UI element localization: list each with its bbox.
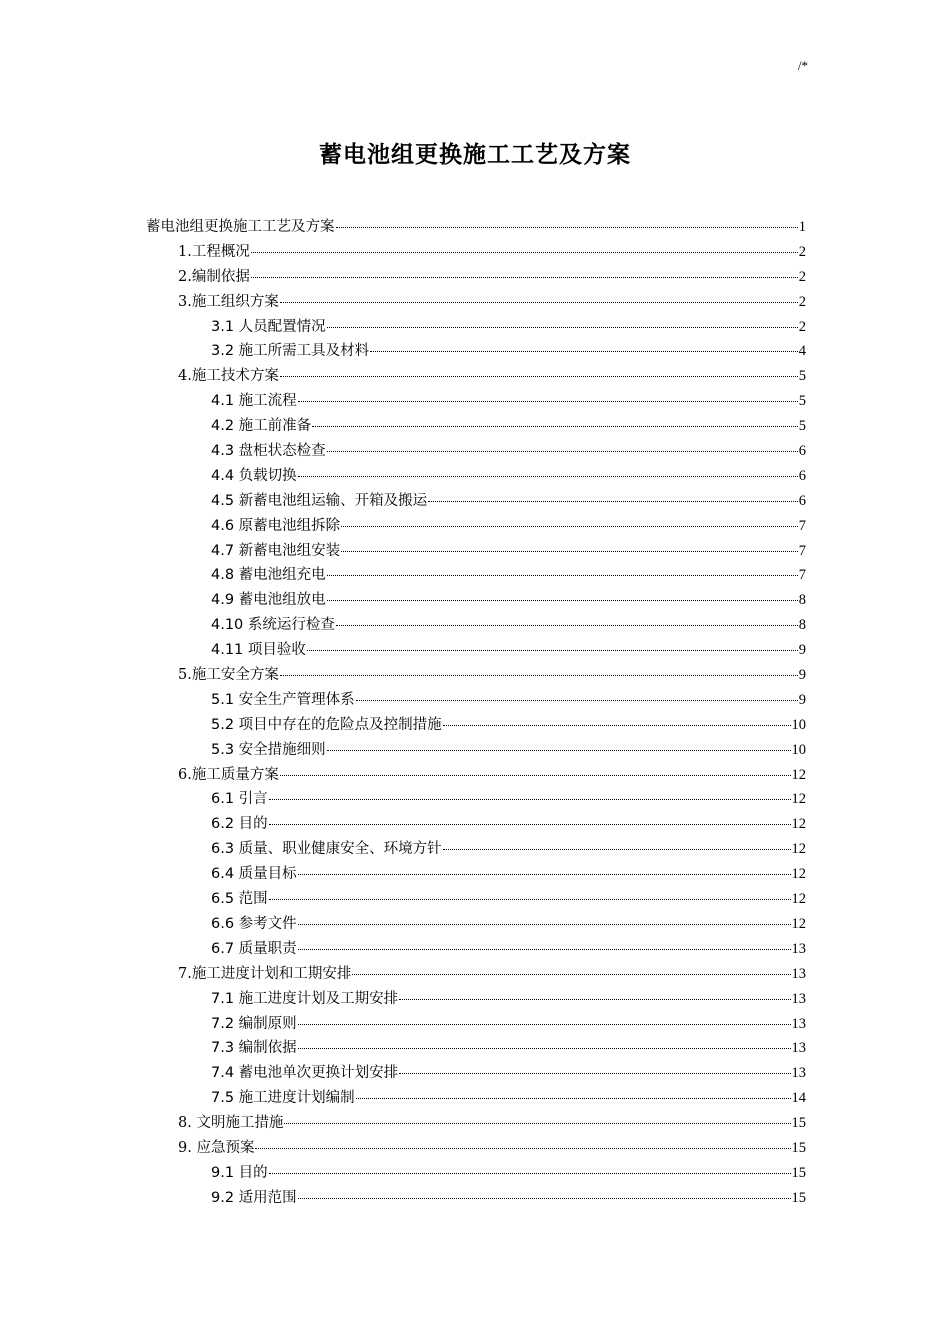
toc-entry-page: 15 [791,1189,806,1206]
toc-entry-label: 5.1 安全生产管理体系 [211,691,355,708]
toc-entry-label: 6.6 参考文件 [211,915,297,932]
toc-entry-label: 2.编制依据 [178,268,250,285]
toc-entry-page: 13 [791,1040,806,1057]
toc-leader-dots [327,600,798,601]
toc-leader-dots [352,974,790,975]
toc-entry-label: 3.2 施工所需工具及材料 [211,343,370,360]
toc-leader-dots [255,1148,790,1149]
toc-entry[interactable] [146,912,806,937]
toc-entry-label: 6.5 范围 [211,891,268,908]
toc-entry-label: 4.8 蓄电池组充电 [211,567,326,584]
toc-entry-label: 1.工程概况 [178,243,250,260]
toc-entry-page: 5 [798,418,806,435]
toc-entry-page: 7 [798,517,806,534]
toc-entry[interactable] [146,240,806,265]
toc-leader-dots [327,451,798,452]
toc-entry[interactable] [146,812,806,837]
toc-entry-page: 2 [798,268,806,285]
toc-leader-dots [251,252,798,253]
toc-entry-page: 6 [798,492,806,509]
toc-entry-page: 14 [791,1090,806,1107]
toc-leader-dots [336,227,798,228]
toc-entry-page: 15 [791,1139,806,1156]
toc-entry-label: 6.7 质量职责 [211,940,297,957]
toc-entry[interactable] [146,265,806,290]
toc-entry[interactable] [146,1111,806,1136]
toc-leader-dots [341,551,798,552]
toc-entry[interactable] [146,563,806,588]
toc-leader-dots [298,1048,791,1049]
toc-entry-label: 6.1 引言 [211,791,268,808]
toc-entry-page: 8 [798,617,806,634]
table-of-contents [146,215,806,1211]
toc-entry[interactable] [146,613,806,638]
toc-entry[interactable] [146,1086,806,1111]
toc-entry-page: 5 [798,368,806,385]
toc-entry-page: 9 [798,667,806,684]
toc-entry[interactable] [146,962,806,987]
toc-entry-label: 4.5 新蓄电池组运输、开箱及搬运 [211,492,428,509]
toc-leader-dots [298,924,791,925]
toc-entry-page: 13 [791,1015,806,1032]
toc-entry-page: 12 [791,891,806,908]
toc-entry-label: 9.2 适用范围 [211,1189,297,1206]
toc-entry[interactable] [146,937,806,962]
toc-leader-dots [298,1198,791,1199]
toc-entry-page: 6 [798,443,806,460]
toc-leader-dots [269,824,791,825]
toc-entry[interactable] [146,539,806,564]
toc-entry-page: 2 [798,318,806,335]
toc-entry[interactable] [146,887,806,912]
toc-leader-dots [269,1173,791,1174]
toc-entry-page: 5 [798,393,806,410]
toc-leader-dots [327,750,791,751]
toc-entry[interactable] [146,837,806,862]
toc-leader-dots [269,799,791,800]
toc-entry-label: 7.5 施工进度计划编制 [211,1090,355,1107]
toc-leader-dots [399,999,790,1000]
document-title: 蓄电池组更换施工工艺及方案 [319,142,631,168]
toc-entry-label: 4.施工技术方案 [178,368,279,385]
toc-entry-page: 10 [791,716,806,733]
toc-entry[interactable] [146,688,806,713]
toc-entry-page: 13 [791,990,806,1007]
toc-entry-label: 6.2 目的 [211,816,268,833]
toc-entry[interactable] [146,663,806,688]
toc-leader-dots [298,874,791,875]
toc-leader-dots [298,949,791,950]
toc-leader-dots [327,575,798,576]
toc-entry-page: 12 [791,766,806,783]
toc-entry-label: 4.3 盘柜状态检查 [211,443,326,460]
toc-entry-label: 6.3 质量、职业健康安全、环境方针 [211,841,442,858]
toc-entry[interactable] [146,1012,806,1037]
toc-entry-page: 2 [798,293,806,310]
toc-entry-label: 4.11 项目验收 [211,642,306,659]
toc-leader-dots [399,1073,790,1074]
toc-entry[interactable] [146,1036,806,1061]
toc-entry-page: 12 [791,866,806,883]
toc-entry-label: 蓄电池组更换施工工艺及方案 [146,219,335,235]
toc-entry-page: 12 [791,841,806,858]
toc-entry[interactable] [146,414,806,439]
toc-entry[interactable] [146,364,806,389]
toc-entry[interactable] [146,862,806,887]
toc-entry-page: 10 [791,741,806,758]
toc-entry-label: 5.施工安全方案 [178,667,279,684]
toc-leader-dots [251,277,798,278]
toc-entry[interactable] [146,638,806,663]
toc-leader-dots [370,351,798,352]
toc-leader-dots [356,1098,791,1099]
toc-entry-label: 7.2 编制原则 [211,1015,297,1032]
toc-entry-label: 7.施工进度计划和工期安排 [178,965,352,982]
toc-entry-label: 4.2 施工前准备 [211,418,312,435]
toc-entry-label: 3.施工组织方案 [178,293,279,310]
toc-entry[interactable] [146,787,806,812]
toc-entry[interactable] [146,215,806,240]
toc-entry-label: 4.1 施工流程 [211,393,297,410]
toc-entry[interactable] [146,315,806,340]
toc-entry-page: 15 [791,1115,806,1132]
toc-entry-page: 6 [798,467,806,484]
toc-entry-label: 4.7 新蓄电池组安装 [211,542,341,559]
toc-entry[interactable] [146,464,806,489]
toc-entry-label: 4.4 负载切换 [211,467,297,484]
toc-entry[interactable] [146,339,806,364]
toc-entry-label: 7.1 施工进度计划及工期安排 [211,990,399,1007]
toc-entry[interactable] [146,439,806,464]
toc-entry[interactable] [146,763,806,788]
toc-leader-dots [298,401,798,402]
toc-entry-page: 7 [798,567,806,584]
toc-leader-dots [312,426,798,427]
toc-entry[interactable] [146,987,806,1012]
toc-entry-label: 5.2 项目中存在的危险点及控制措施 [211,716,442,733]
toc-entry-page: 9 [798,691,806,708]
toc-entry-label: 3.1 人员配置情况 [211,318,326,335]
toc-leader-dots [428,501,798,502]
toc-leader-dots [298,1024,791,1025]
toc-leader-dots [280,775,791,776]
toc-entry[interactable] [146,738,806,763]
toc-entry-label: 6.4 质量目标 [211,866,297,883]
toc-entry[interactable] [146,1136,806,1161]
toc-leader-dots [280,675,798,676]
toc-entry-page: 13 [791,940,806,957]
toc-entry-label: 9.1 目的 [211,1164,268,1181]
toc-entry-label: 6.施工质量方案 [178,766,279,783]
toc-entry-page: 8 [798,592,806,609]
toc-leader-dots [269,899,791,900]
toc-entry-page: 9 [798,642,806,659]
toc-entry-label: 5.3 安全措施细则 [211,741,326,758]
toc-leader-dots [307,650,798,651]
toc-entry-label: 9. 应急预案 [178,1139,255,1156]
toc-entry-page: 1 [798,219,806,235]
toc-entry-page: 13 [791,965,806,982]
toc-leader-dots [443,849,791,850]
toc-entry-label: 7.4 蓄电池单次更换计划安排 [211,1065,399,1082]
toc-leader-dots [341,526,798,527]
toc-leader-dots [443,725,791,726]
toc-entry[interactable] [146,489,806,514]
toc-entry-page: 2 [798,243,806,260]
toc-entry-page: 12 [791,915,806,932]
toc-entry[interactable] [146,514,806,539]
toc-entry-page: 13 [791,1065,806,1082]
toc-entry-page: 12 [791,791,806,808]
toc-leader-dots [284,1123,790,1124]
toc-entry[interactable] [146,1186,806,1211]
toc-entry-label: 7.3 编制依据 [211,1040,297,1057]
toc-entry[interactable] [146,1161,806,1186]
toc-entry-label: 4.6 原蓄电池组拆除 [211,517,341,534]
toc-leader-dots [280,302,798,303]
toc-entry-label: 4.10 系统运行检查 [211,617,335,634]
toc-entry[interactable] [146,713,806,738]
toc-entry-page: 15 [791,1164,806,1181]
toc-leader-dots [356,700,798,701]
toc-leader-dots [336,625,798,626]
header-mark: /* [797,58,808,73]
toc-entry[interactable] [146,1061,806,1086]
toc-entry-page: 7 [798,542,806,559]
toc-entry-label: 8. 文明施工措施 [178,1115,284,1132]
toc-leader-dots [280,376,798,377]
toc-entry-label: 4.9 蓄电池组放电 [211,592,326,609]
toc-leader-dots [298,476,798,477]
toc-leader-dots [327,327,798,328]
toc-entry[interactable] [146,290,806,315]
toc-entry-page: 4 [798,343,806,360]
toc-entry[interactable] [146,389,806,414]
toc-entry[interactable] [146,588,806,613]
toc-entry-page: 12 [791,816,806,833]
